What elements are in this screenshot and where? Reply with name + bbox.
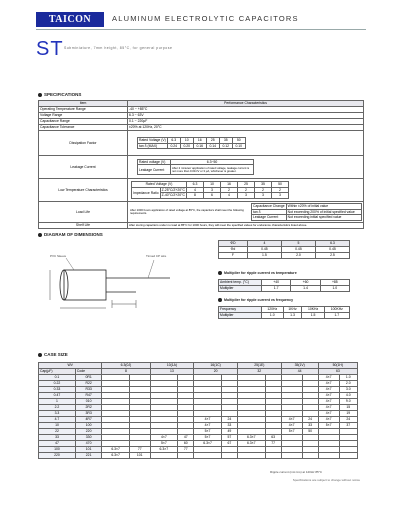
cap-cell: 0.47	[39, 393, 76, 399]
bullet-icon	[38, 93, 42, 97]
ripple-note: Ripple current (mA rms) at 120Hz 85°C	[270, 470, 323, 474]
ripple-cell: 77	[129, 447, 150, 453]
series-description: Subminiature, 7mm height, 85°C, for general purpose	[64, 46, 173, 50]
spec-item: Operating Temperature Range	[39, 107, 128, 113]
code-cell: 4R7	[75, 417, 101, 423]
size-cell	[237, 453, 265, 459]
code-cell: 101	[75, 447, 101, 453]
ripple-temp-table	[218, 279, 350, 292]
size-cell: 6.3×7	[237, 441, 265, 447]
ripple-temp-mult: 1.7	[262, 286, 291, 292]
df-voltage: 6.3	[167, 137, 180, 143]
load-life-value: Within ±20% of initial value	[286, 204, 361, 210]
lt-voltage: 16	[221, 182, 238, 188]
spec-col-item: Item	[39, 101, 128, 107]
cap-cell: 0.1	[39, 375, 76, 381]
lt-ratio-40: Z-40°C/Z+20°C	[161, 193, 185, 198]
df-voltage: 25	[206, 137, 219, 143]
ripple-temp-value: +85	[320, 280, 349, 286]
size-cell	[194, 453, 222, 459]
load-life-text: After 1000 hours application of rated voltage at 85°C, the capacitors shall meet the following requirements.	[130, 207, 244, 215]
size-cell: 4×7	[194, 417, 222, 423]
df-value: 0.24	[167, 143, 180, 149]
ripple-freq-mult: 1.3	[283, 313, 302, 319]
df-label: Dissipation Factor	[39, 131, 128, 156]
ripple-temp-label: Ambient temp. (°C)	[219, 280, 262, 286]
lt-voltage: 35	[255, 182, 272, 188]
size-cell: 4×7	[150, 435, 178, 441]
df-value: 0.16	[193, 143, 206, 149]
size-cell: 4×7	[318, 399, 339, 405]
size-cell: 5×7	[150, 441, 178, 447]
code-cell: 470	[75, 441, 101, 447]
specifications-heading-text: SPECIFICATIONS	[44, 92, 82, 97]
spec-item: Capacitance Tolerance	[39, 125, 128, 131]
ripple-temp-value: +40	[262, 280, 291, 286]
lt-voltage: 50	[272, 182, 289, 188]
ripple-temp-mult: 1.0	[320, 286, 349, 292]
lt-value: 2	[221, 187, 238, 193]
ripple-cell: 47	[178, 435, 194, 441]
lt-value: 3	[255, 193, 272, 199]
ripple-cell: 67	[221, 441, 237, 447]
footer-note: Specifications are subject to change without notice	[292, 478, 360, 482]
lt-ratio-label: Impedance Ratio	[132, 187, 161, 198]
load-life-key: tan δ	[252, 209, 287, 215]
size-cell: 6.3×7	[150, 447, 178, 453]
code-cell: R47	[75, 393, 101, 399]
spec-value: -40 ~ +85°C	[128, 107, 364, 113]
load-life-label: Load Life	[39, 202, 128, 223]
lt-value: 6	[204, 193, 221, 199]
size-cell: 4×7	[281, 417, 302, 423]
ripple-freq-value: 100KHz	[324, 307, 349, 313]
load-life-value: Not exceeding 200% of initial specified value	[286, 209, 361, 215]
code-cell: R33	[75, 387, 101, 393]
size-cell: 5×7	[318, 423, 339, 429]
df-voltage: 50	[232, 137, 245, 143]
shelf-life-text: After storing capacitors under no load at 85°C for 1000 hours, they will meet the specified values for endurance characteristics listed above.	[128, 222, 364, 228]
leakage-current-text: After 2 minutes' application of rated voltage, leakage current is not more than 0.01CV or 3 μA, whichever is greater.	[171, 165, 254, 175]
ripple-cell: 33	[302, 423, 318, 429]
code-label: Code	[75, 369, 101, 375]
dimensions-heading-text: DIAGRAM OF DIMENSIONS	[44, 232, 103, 237]
load-life-table	[251, 203, 362, 221]
cap-label: Cap(μF)	[39, 369, 76, 375]
df-value: 0.12	[219, 143, 232, 149]
dim-cell: 1.5	[247, 253, 281, 259]
leader-line	[148, 260, 154, 278]
ripple-temp-heading-text: Multiplier for ripple current vs temperature	[224, 271, 297, 275]
lt-value: 2	[255, 187, 272, 193]
ripple-freq-mult: 1.5	[302, 313, 324, 319]
ripple-temp-mult: 1.4	[291, 286, 320, 292]
cap-cell: 1	[39, 399, 76, 405]
wv-label: WV	[39, 363, 102, 369]
leakage-rv-label: Rated voltage (V)	[138, 159, 171, 165]
voltage-head: 16(1C)	[194, 363, 238, 369]
df-tan-label: tan δ (MAX)	[138, 143, 168, 149]
wire-label: Tinned CP wire	[146, 254, 167, 258]
size-cell: 4×7	[318, 405, 339, 411]
size-cell	[150, 453, 178, 459]
dim-cell: 0.45	[281, 247, 315, 253]
size-cell: 4×7	[318, 417, 339, 423]
leader-line	[66, 258, 74, 270]
size-cell: 6.3×7	[194, 441, 222, 447]
lt-value: 2	[238, 187, 255, 193]
ripple-cell: 2.0	[339, 381, 357, 387]
brand-logo: TAICON	[36, 12, 104, 27]
dim-head: ΦD	[219, 241, 248, 247]
ripple-cell: 77	[178, 447, 194, 453]
dim-cell: Φd	[219, 247, 248, 253]
size-cell: 6.3×7	[102, 447, 130, 453]
voltage-head: 6.3(0J)	[102, 363, 150, 369]
ripple-cell	[302, 453, 318, 459]
lt-value: 4	[221, 193, 238, 199]
code-cell: 220	[75, 429, 101, 435]
case-size-heading	[38, 352, 68, 357]
size-cell: 4×7	[281, 423, 302, 429]
load-life-key: Leakage Current	[252, 215, 287, 221]
df-value: 0.20	[180, 143, 193, 149]
voltage-head: 25(1E)	[237, 363, 281, 369]
ripple-freq-mult: 1.0	[262, 313, 284, 319]
size-cell: 4×7	[318, 411, 339, 417]
lt-value: 4	[187, 187, 204, 193]
leakage-current-label: Leakage Current	[138, 165, 171, 175]
bullet-icon	[38, 353, 42, 357]
size-cell: 4×7	[318, 393, 339, 399]
dim-cell: 2.5	[315, 253, 349, 259]
dim-cell: F	[219, 253, 248, 259]
code-cell: 221	[75, 453, 101, 459]
dim-head: 6.3	[315, 241, 349, 247]
sv-head: 44	[281, 369, 318, 375]
dim-cell: 0.45	[315, 247, 349, 253]
capacitor-drawing	[38, 248, 198, 328]
ripple-cell: 9.0	[339, 399, 357, 405]
size-cell: 4×7	[318, 375, 339, 381]
bullet-icon	[38, 233, 42, 237]
size-cell: 4×7	[318, 381, 339, 387]
ripple-cell: 24	[339, 417, 357, 423]
sv-head: 32	[237, 369, 281, 375]
ripple-cell: 24	[221, 417, 237, 423]
ripple-cell: 50	[302, 429, 318, 435]
lt-value: 8	[187, 193, 204, 199]
size-cell: 6.3×7	[237, 435, 265, 441]
ripple-cell	[221, 453, 237, 459]
sleeve-label: PVC Sleeve	[50, 254, 67, 258]
sv-head: 13	[150, 369, 194, 375]
cap-cell: 2.2	[39, 405, 76, 411]
size-cell: 6.3×7	[102, 453, 130, 459]
code-cell: R22	[75, 381, 101, 387]
specifications-heading	[38, 92, 81, 97]
ripple-temp-mult-label: Multiplier	[219, 286, 262, 292]
ripple-freq-mult-label: Multiplier	[219, 313, 262, 319]
lt-rv-label: Rated Voltage (V)	[132, 182, 187, 188]
lt-value: 2	[272, 187, 289, 193]
leakage-table	[137, 159, 254, 176]
ripple-temp-heading	[218, 271, 297, 275]
ripple-cell	[265, 453, 281, 459]
df-table	[137, 137, 246, 149]
low-temp-table	[131, 181, 289, 199]
code-cell: 010	[75, 399, 101, 405]
ripple-cell: 4.0	[339, 393, 357, 399]
ripple-cell: 3.0	[339, 387, 357, 393]
capacitor-body	[64, 270, 106, 300]
cap-cell: 4.7	[39, 417, 76, 423]
ripple-freq-value: 10KHz	[302, 307, 324, 313]
case-size-table	[38, 362, 358, 459]
ripple-cell: 15	[339, 405, 357, 411]
ripple-cell: 19	[339, 411, 357, 417]
lt-voltage: 10	[204, 182, 221, 188]
size-cell: 5×7	[194, 429, 222, 435]
capacitor-dimension-diagram	[38, 248, 198, 328]
dim-cell: 0.45	[247, 247, 281, 253]
voltage-head: 35(1V)	[281, 363, 318, 369]
dim-cell: 2.0	[281, 253, 315, 259]
cap-cell: 22	[39, 429, 76, 435]
header-divider	[36, 29, 366, 30]
case-size-rows	[39, 375, 358, 459]
cap-cell: 0.33	[39, 387, 76, 393]
code-cell: 2R2	[75, 405, 101, 411]
lt-value: 3	[238, 193, 255, 199]
cap-cell: 33	[39, 435, 76, 441]
specifications-table	[38, 100, 364, 229]
series-name: ST	[36, 38, 64, 60]
ripple-temp-value: +60	[291, 280, 320, 286]
ripple-cell: 33	[221, 423, 237, 429]
table-row	[39, 453, 358, 459]
spec-item: Voltage Range	[39, 113, 128, 119]
ripple-freq-value: 120Hz	[262, 307, 284, 313]
df-voltage: 16	[193, 137, 206, 143]
df-value: 0.14	[206, 143, 219, 149]
df-voltage: 35	[219, 137, 232, 143]
ripple-cell: 63	[265, 435, 281, 441]
dim-head: 4	[247, 241, 281, 247]
ripple-cell: 60	[178, 441, 194, 447]
lt-voltage: 6.3	[187, 182, 204, 188]
voltage-head: 50(1H)	[318, 363, 357, 369]
df-voltage: 10	[180, 137, 193, 143]
lt-ratio-25: Z-25°C/Z+20°C	[161, 187, 185, 192]
case-size-heading-text: CASE SIZE	[44, 352, 68, 357]
bullet-icon	[218, 271, 222, 275]
size-cell	[281, 453, 302, 459]
cap-cell: 0.22	[39, 381, 76, 387]
voltage-head: 10(1A)	[150, 363, 194, 369]
spec-col-characteristics: Performance Characteristics	[128, 101, 364, 107]
size-cell: 5×7	[281, 429, 302, 435]
bullet-icon	[218, 298, 222, 302]
low-temp-label: Low Temperature Characteristics	[39, 179, 128, 202]
spec-value: 6.3 ~ 63V	[128, 113, 364, 119]
leakage-label: Leakage Current	[39, 156, 128, 179]
ripple-freq-label: Frequency	[219, 307, 262, 313]
load-life-key: Capacitance Change	[253, 204, 285, 209]
ripple-cell: 1.0	[339, 375, 357, 381]
code-cell: 0R1	[75, 375, 101, 381]
ripple-freq-mult: 1.7	[324, 313, 349, 319]
document-title: ALUMINUM ELECTROLYTIC CAPACITORS	[112, 14, 299, 23]
code-cell: 3R3	[75, 411, 101, 417]
dim-head: 5	[281, 241, 315, 247]
ripple-freq-table	[218, 306, 350, 319]
cap-cell: 100	[39, 447, 76, 453]
dimensions-heading	[38, 232, 103, 237]
size-cell: 4×7	[194, 423, 222, 429]
code-cell: 100	[75, 423, 101, 429]
df-value: 0.10	[232, 143, 245, 149]
df-voltage-label: Rated Voltage (V)	[139, 138, 166, 143]
leakage-rv-value: 6.3~50	[171, 159, 254, 165]
dimensions-table	[218, 240, 350, 259]
size-cell	[318, 453, 339, 459]
sv-head: 63	[318, 369, 357, 375]
ripple-cell: 57	[221, 435, 237, 441]
ripple-freq-value: 1KHz	[283, 307, 302, 313]
ripple-cell	[178, 453, 194, 459]
spec-item: Capacitance Range	[39, 119, 128, 125]
ripple-cell: 37	[339, 423, 357, 429]
sv-head: 20	[194, 369, 238, 375]
cap-cell: 3.3	[39, 411, 76, 417]
size-cell: 4×7	[318, 387, 339, 393]
ripple-freq-heading-text: Multiplier for ripple current vs frequency	[224, 298, 294, 302]
spec-value: 0.1 ~ 220μF	[128, 119, 364, 125]
lt-value: 3	[204, 187, 221, 193]
cap-cell: 47	[39, 441, 76, 447]
lt-voltage: 25	[238, 182, 255, 188]
spec-value: ±20% at 120Hz, 20°C	[128, 125, 364, 131]
cap-cell: 220	[39, 453, 76, 459]
size-cell: 5×7	[194, 435, 222, 441]
cap-cell: 10	[39, 423, 76, 429]
ripple-cell: 77	[265, 441, 281, 447]
shelf-life-label: Shelf Life	[39, 222, 128, 228]
code-cell: 330	[75, 435, 101, 441]
ripple-freq-heading	[218, 298, 293, 302]
ripple-cell	[339, 453, 357, 459]
lt-value: 3	[272, 193, 289, 199]
ripple-cell: 101	[129, 453, 150, 459]
ripple-cell: 24	[302, 417, 318, 423]
ripple-cell: 49	[221, 429, 237, 435]
sv-head: 8	[102, 369, 150, 375]
load-life-value: Not exceeding initial specified value	[286, 215, 361, 221]
